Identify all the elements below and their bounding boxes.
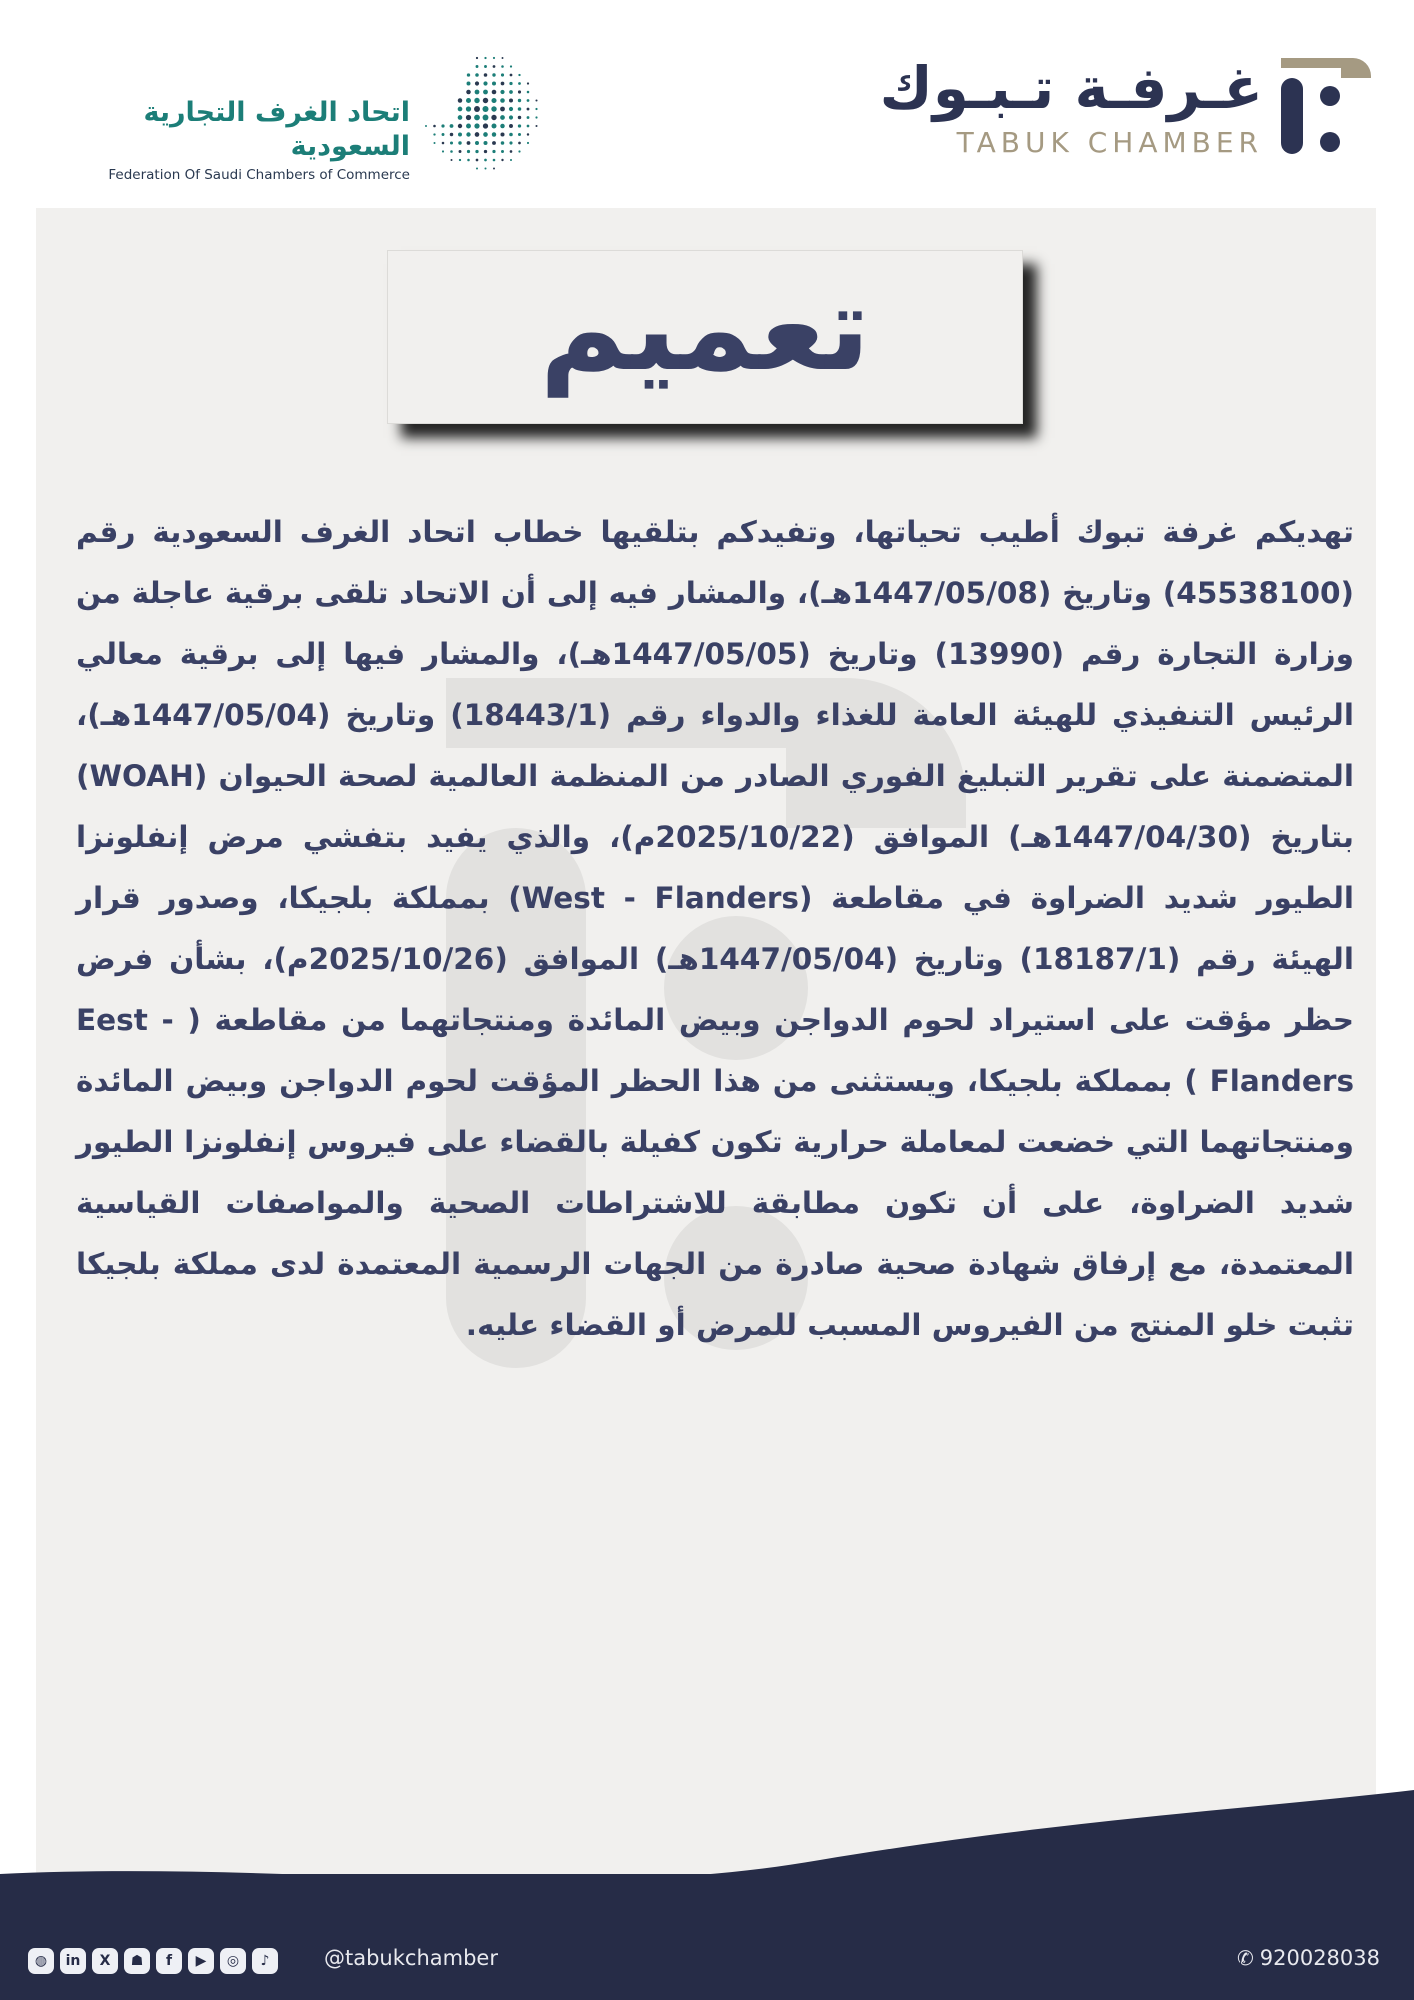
logo-dot xyxy=(509,82,512,85)
logo-dot xyxy=(510,74,513,77)
whatsapp-icon: ✆ xyxy=(1236,1946,1254,1970)
logo-dot xyxy=(476,159,479,162)
logo-dot xyxy=(500,132,504,136)
logo-dot xyxy=(527,133,529,135)
logo-dot xyxy=(484,167,486,169)
logo-dot xyxy=(500,124,504,128)
logo-dot xyxy=(474,123,479,128)
logo-dot xyxy=(509,115,513,119)
logo-dot xyxy=(484,159,487,162)
logo-dot xyxy=(475,90,480,95)
tiktok-icon[interactable]: ♪ xyxy=(252,1948,278,1974)
logo-dot xyxy=(501,73,504,76)
logo-dot xyxy=(450,124,454,128)
logo-dot xyxy=(492,150,495,153)
logo-dot xyxy=(518,107,522,111)
logo-dot xyxy=(535,125,537,127)
logo-dot xyxy=(475,150,478,153)
logo-dot xyxy=(483,98,488,103)
social-icons xyxy=(28,1948,278,1974)
logo-dot xyxy=(467,73,470,76)
logo-dot xyxy=(483,115,489,121)
federation-name-arabic: اتحاد الغرف التجارية السعودية xyxy=(143,97,410,162)
logo-dot xyxy=(483,141,487,145)
logo-dot xyxy=(509,133,513,137)
footer-wave xyxy=(0,1790,1414,1880)
logo-dot xyxy=(493,168,495,170)
logo-dot xyxy=(518,82,521,85)
logo-dot xyxy=(433,142,435,144)
logo-dot xyxy=(492,124,497,129)
logo-dot xyxy=(484,73,488,77)
logo-dot xyxy=(491,98,496,103)
tabuk-mark-icon xyxy=(1275,54,1375,158)
logo-dot xyxy=(484,57,486,59)
logo-dot xyxy=(501,65,504,68)
logo-dot xyxy=(474,106,480,112)
logo-dot xyxy=(535,108,537,110)
logo-dot xyxy=(527,116,530,119)
phone-number: 920028038 xyxy=(1259,1946,1380,1970)
logo-dot xyxy=(458,107,463,112)
snapchat-icon[interactable]: ☗ xyxy=(124,1948,150,1974)
logo-dot xyxy=(441,124,444,127)
logo-dot xyxy=(509,90,513,94)
logo-dot xyxy=(458,133,462,137)
logo-dot xyxy=(467,141,471,145)
youtube-icon[interactable]: ▶ xyxy=(188,1948,214,1974)
logo-dot xyxy=(483,90,488,95)
logo-dot xyxy=(492,141,496,145)
logo-dot xyxy=(509,107,513,111)
logo-dot xyxy=(509,98,513,102)
logo-dot xyxy=(493,65,496,68)
logo-dot xyxy=(510,150,513,153)
title-box xyxy=(387,250,1023,424)
logo-dot xyxy=(475,81,479,85)
logo-dot xyxy=(518,142,521,145)
logo-dot xyxy=(535,99,537,101)
logo-dot xyxy=(501,150,504,153)
logo-dot xyxy=(475,73,479,77)
logo-dot xyxy=(474,98,479,103)
logo-dot xyxy=(492,132,496,136)
logo-dot xyxy=(510,65,512,67)
logo-dot xyxy=(491,106,496,111)
linkedin-icon[interactable]: in xyxy=(60,1948,86,1974)
logo-dot xyxy=(493,57,495,59)
logo-dot xyxy=(483,132,488,137)
logo-dot xyxy=(500,115,505,120)
federation-name-english: Federation Of Saudi Chambers of Commerce xyxy=(108,167,410,183)
phone-contact[interactable] xyxy=(1237,1943,1380,1973)
page-title: تعميم xyxy=(539,259,871,397)
logo-dot xyxy=(450,133,453,136)
circular-body-text: تهديكم غرفة تبوك أطيب تحياتها، وتفيدكم بتلقيها خطاب اتحاد الغرف السعودية رقم (45538100) وتاريخ (1447/05/08هـ)، والمشار فيه إلى أن الاتحاد تلقى برقية عاجلة من وزارة التجارة رقم (13990) وتاريخ (1447/05/05هـ)، والمشار فيها إلى برقية معالي الرئيس التنفيذي للهيئة العامة للغذاء والدواء رقم (18443/1) وتاريخ (1447/05/04هـ)، المتضمنة على تقرير التبليغ الفوري الصادر من المنظمة العالمية لصحة الحيوان (WOAH) بتاريخ (1447/04/30هـ) الموافق (2025/10/22م)، والذي يفيد بتفشي مرض إنفلونزا الطيور شديد الضراوة في مقاطعة (West - Flanders) بمملكة بلجيكا، وصدور قرار الهيئة رقم (18187/1) وتاريخ (1447/05/04هـ) الموافق (2025/10/26م)، بشأن فرض حظر مؤقت على استيراد لحوم الدواجن وبيض المائدة ومنتجاتهما من مقاطعة ( Eest - Flanders ) بمملكة بلجيكا، ويستثنى من هذا الحظر المؤقت لحوم الدواجن وبيض المائدة ومنتجاتهما التي خضعت لمعاملة حرارية تكون كفيلة بالقضاء على فيروس إنفلونزا الطيور شديد الضراوة، على أن تكون مطابقة للاشتراطات الصحية والمواصفات القياسية المعتمدة، مع إرفاق شهادة صحية صادرة من الجهات الرسمية المعتمدة لدى مملكة بلجيكا تثبت خلو المنتج من الفيروس المسبب للمرض أو القضاء عليه. xyxy=(76,515,1355,1342)
logo-dot xyxy=(527,99,530,102)
x-icon[interactable]: X xyxy=(92,1948,118,1974)
logo-dot xyxy=(466,124,471,129)
globe-icon[interactable]: ◍ xyxy=(28,1948,54,1974)
logo-dot xyxy=(450,141,453,144)
logo-dot xyxy=(483,123,488,128)
logo-dot xyxy=(466,132,470,136)
logo-dot xyxy=(509,124,513,128)
logo-dot xyxy=(509,141,512,144)
logo-dot xyxy=(483,81,487,85)
logo-dot xyxy=(527,91,530,94)
logo-dot xyxy=(510,159,512,161)
logo-dot xyxy=(475,141,479,145)
logo-dot xyxy=(491,115,496,120)
logo-dot xyxy=(474,115,480,121)
logo-dot xyxy=(450,150,453,153)
social-handle[interactable]: @tabukchamber xyxy=(324,1946,498,1970)
chamber-name-arabic: غـرفـة تـبـوك xyxy=(879,54,1263,122)
logo-dot xyxy=(500,98,505,103)
logo-dot xyxy=(442,150,444,152)
logo-dot xyxy=(492,81,496,85)
chamber-name-english: TABUK CHAMBER xyxy=(956,126,1263,159)
logo-dot xyxy=(518,99,521,102)
logo-dot xyxy=(458,124,462,128)
logo-dot xyxy=(459,150,462,153)
logo-dot xyxy=(467,150,470,153)
logo-dot xyxy=(501,82,505,86)
logo-dot xyxy=(442,142,445,145)
logo-dot xyxy=(527,108,530,111)
logo-dot xyxy=(459,159,461,161)
logo-dot xyxy=(527,142,529,144)
logo-dot xyxy=(433,133,435,135)
logo-dot xyxy=(475,132,480,137)
logo-dot xyxy=(476,57,478,59)
logo-dot xyxy=(458,115,463,120)
logo-dot xyxy=(527,125,530,128)
logo-dot xyxy=(502,57,504,59)
logo-dot xyxy=(518,90,521,93)
logo-dot xyxy=(484,150,487,153)
logo-dot xyxy=(518,133,521,136)
letterhead xyxy=(0,0,1414,208)
logo-dot xyxy=(442,133,445,136)
logo-dot xyxy=(518,150,520,152)
logo-dot xyxy=(535,116,537,118)
logo-dot xyxy=(518,116,521,119)
logo-dot xyxy=(500,107,505,112)
logo-dot xyxy=(476,65,479,68)
logo-dot xyxy=(467,159,470,162)
logo-dot xyxy=(466,98,471,103)
logo-dot xyxy=(458,98,462,102)
logo-dot xyxy=(466,90,471,95)
logo-dot xyxy=(484,65,487,68)
logo-dot xyxy=(476,167,478,169)
facebook-icon[interactable]: f xyxy=(156,1948,182,1974)
logo-dot xyxy=(450,159,452,161)
logo-dot xyxy=(466,106,471,111)
tabuk-chamber-logo xyxy=(879,52,1375,162)
federation-logo xyxy=(40,52,550,183)
logo-dot xyxy=(518,124,521,127)
logo-dot xyxy=(482,106,488,112)
logo-dot xyxy=(492,90,497,95)
logo-dot xyxy=(500,90,504,94)
logo-dot xyxy=(492,73,495,76)
logo-dot xyxy=(467,82,471,86)
logo-dot xyxy=(458,141,461,144)
logo-dot xyxy=(501,159,503,161)
logo-dot xyxy=(425,125,427,127)
logo-dot xyxy=(527,82,529,84)
logo-dot xyxy=(466,115,471,120)
logo-dot xyxy=(433,125,436,128)
instagram-icon[interactable]: ◎ xyxy=(220,1948,246,1974)
logo-dot xyxy=(501,141,505,145)
federation-dots-icon xyxy=(420,52,545,172)
logo-dot xyxy=(518,74,520,76)
logo-dot xyxy=(493,159,496,162)
footer xyxy=(0,1874,1414,2000)
